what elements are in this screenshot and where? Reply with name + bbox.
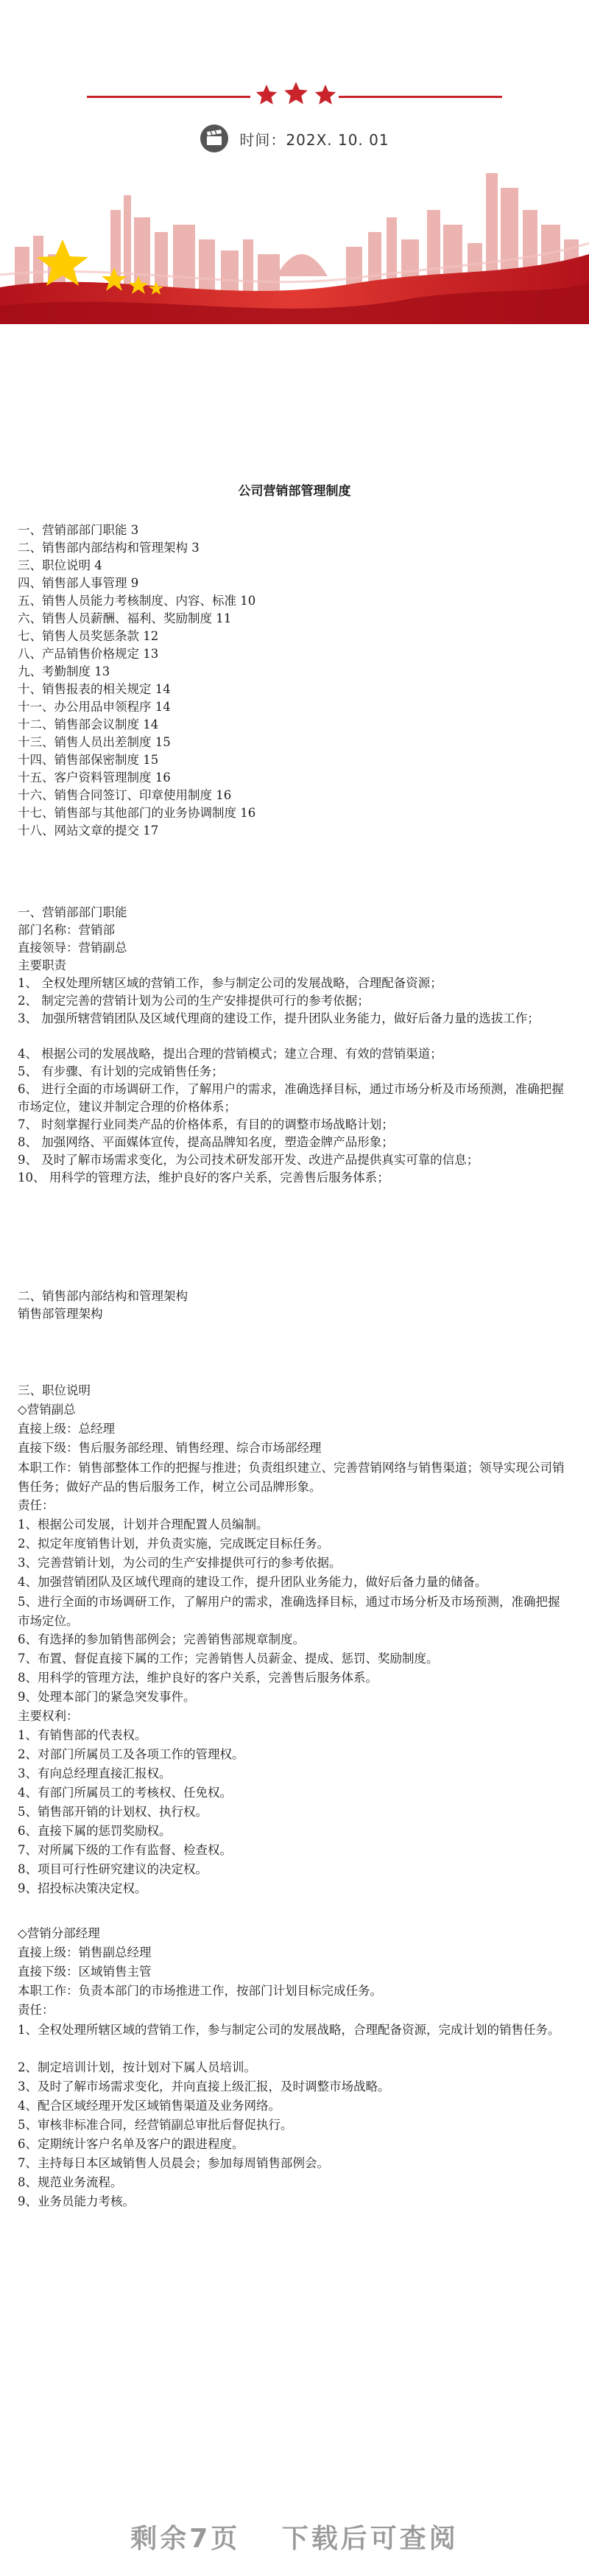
rights-item: 6、直接下属的惩罚奖励权。 bbox=[18, 1824, 172, 1838]
duty-item: 1、 全权处理所辖区域的营销工作，参与制定公司的发展战略，合理配备资源； bbox=[18, 976, 442, 990]
responsibility-item: 1、根据公司发展，计划并合理配置人员编制。 bbox=[18, 1517, 269, 1531]
dept-name: 部门名称：营销部 bbox=[18, 923, 115, 937]
responsibility-item: 3、及时了解市场需求变化，并向直接上级汇报，及时调整市场战略。 bbox=[18, 2080, 390, 2094]
rights-item: 9、招投标决策决定权。 bbox=[18, 1881, 147, 1895]
job-description: 本职工作：负责本部门的市场推进工作，按部门计划目标完成任务。 bbox=[18, 1984, 382, 1998]
duty-item: 2、 制定完善的营销计划为公司的生产安排提供可行的参考依据； bbox=[18, 994, 370, 1008]
duty-item: 10、 用科学的管理方法，维护良好的客户关系，完善售后服务体系； bbox=[18, 1171, 389, 1185]
responsibility-item: 9、业务员能力考核。 bbox=[18, 2194, 135, 2208]
section-heading: 三、职位说明 bbox=[18, 1383, 91, 1397]
date-row bbox=[0, 122, 589, 155]
responsibility-item: 5、审核非标准合同，经营销副总审批后督促执行。 bbox=[18, 2118, 293, 2132]
clapperboard-icon bbox=[200, 124, 229, 153]
responsibility-item: 8、规范业务流程。 bbox=[18, 2175, 123, 2189]
section-heading: 二、销售部内部结构和管理架构 bbox=[18, 1289, 188, 1303]
toc-item: 十五、客户资料管理制度 16 bbox=[18, 771, 171, 785]
responsibility-heading: 责任： bbox=[18, 1498, 54, 1512]
responsibility-item: 4、配合区域经理开发区域销售渠道及业务网络。 bbox=[18, 2099, 281, 2113]
toc-item: 十二、销售部会议制度 14 bbox=[18, 717, 159, 731]
toc-item: 十四、销售部保密制度 15 bbox=[18, 753, 159, 767]
duty-item: 7、 时刻掌握行业同类产品的价格体系，有目的的调整市场战略计划； bbox=[18, 1117, 394, 1131]
toc-item: 一、营销部部门职能 3 bbox=[18, 523, 139, 537]
toc-item: 九、考勤制度 13 bbox=[18, 664, 110, 678]
section-heading: 一、营销部部门职能 bbox=[18, 905, 127, 919]
rights-item: 4、有部门所属员工的考核权、任免权。 bbox=[18, 1786, 232, 1800]
star-icon bbox=[313, 83, 338, 108]
toc-item: 十、销售报表的相关规定 14 bbox=[18, 682, 171, 696]
responsibility-item: 4、加强营销团队及区域代理商的建设工作，提升团队业务能力，做好后备力量的储备。 bbox=[18, 1575, 487, 1589]
download-prompt-text[interactable] bbox=[0, 2518, 589, 2555]
star-divider bbox=[0, 83, 589, 112]
toc-item: 三、职位说明 4 bbox=[18, 558, 102, 572]
position-title: ◇营销分部经理 bbox=[18, 1926, 100, 1940]
responsibility-item: 3、完善营销计划，为公司的生产安排提供可行的参考依据。 bbox=[18, 1556, 342, 1570]
download-prompt[interactable] bbox=[0, 2496, 589, 2576]
star-icon bbox=[254, 83, 279, 108]
direct-subordinates: 直接下级：区域销售主管 bbox=[18, 1965, 152, 1979]
header bbox=[0, 0, 589, 324]
duty-item: 9、 及时了解市场需求变化，为公司技术研发部开发、改进产品提供真实可靠的信息； bbox=[18, 1153, 479, 1167]
responsibility-item: 2、拟定年度销售计划，并负责实施，完成既定目标任务。 bbox=[18, 1537, 329, 1551]
duty-item: 3、 加强所辖营销团队及区域代理商的建设工作，提升团队业务能力，做好后备力量的选拔工作； bbox=[18, 1011, 540, 1025]
toc-item: 四、销售部人事管理 9 bbox=[18, 576, 139, 590]
duty-item: 8、 加强网络、平面媒体宣传，提高品牌知名度，塑造金牌产品形象； bbox=[18, 1135, 394, 1149]
document-title: 公司营销部管理制度 bbox=[238, 484, 351, 499]
rights-item: 3、有向总经理直接汇报权。 bbox=[18, 1766, 172, 1780]
job-description: 本职工作：销售部整体工作的把握与推进；负责组织建立、完善营销网络与销售渠道；领导实现公司销售任务；做好产品的售后服务工作，树立公司品牌形象。 bbox=[18, 1461, 565, 1494]
toc-item: 十一、办公用品申领程序 14 bbox=[18, 700, 171, 714]
toc-item: 十六、销售合同签订、印章使用制度 16 bbox=[18, 788, 232, 802]
direct-superior: 直接上级：总经理 bbox=[18, 1422, 115, 1436]
toc-item: 二、销售部内部结构和管理架构 3 bbox=[18, 541, 200, 555]
rights-item: 8、项目可行性研究建议的决定权。 bbox=[18, 1862, 208, 1876]
responsibility-item: 7、主持每日本区域销售人员晨会；参加每周销售部例会。 bbox=[18, 2156, 329, 2170]
direct-subordinates: 直接下级：售后服务部经理、销售经理、综合市场部经理 bbox=[18, 1441, 322, 1455]
responsibility-heading: 责任： bbox=[18, 2003, 54, 2017]
responsibility-item: 8、用科学的管理方法，维护良好的客户关系，完善售后服务体系。 bbox=[18, 1671, 378, 1685]
responsibility-item: 2、制定培训计划，按计划对下属人员培训。 bbox=[18, 2060, 256, 2074]
responsibility-item: 6、定期统计客户名单及客户的跟进程度。 bbox=[18, 2137, 244, 2151]
toc-item: 十三、销售人员出差制度 15 bbox=[18, 735, 171, 749]
position-title: ◇营销副总 bbox=[18, 1403, 76, 1417]
divider-line-left bbox=[87, 96, 250, 98]
toc-item: 五、销售人员能力考核制度、内容、标准 10 bbox=[18, 594, 256, 608]
toc-item: 十八、网站文章的提交 17 bbox=[18, 824, 159, 838]
rights-item: 2、对部门所属员工及各项工作的管理权。 bbox=[18, 1747, 244, 1761]
responsibility-item: 6、有选择的参加销售部例会；完善销售部规章制度。 bbox=[18, 1632, 305, 1646]
responsibility-item: 1、全权处理所辖区域的营销工作，参与制定公司的发展战略，合理配备资源，完成计划的销售任务。 bbox=[18, 2023, 560, 2037]
toc-item: 十七、销售部与其他部门的业务协调制度 16 bbox=[18, 806, 256, 820]
duty-item: 4、 根据公司的发展战略，提出合理的营销模式；建立合理、有效的营销渠道； bbox=[18, 1047, 442, 1061]
rights-item: 5、销售部开销的计划权、执行权。 bbox=[18, 1805, 208, 1819]
star-icon bbox=[282, 80, 310, 108]
download-hint: 下载后可查阅 bbox=[281, 2524, 459, 2554]
rights-item: 7、对所属下级的工作有监督、检查权。 bbox=[18, 1843, 232, 1857]
duty-item: 5、 有步骤、有计划的完成销售任务； bbox=[18, 1064, 224, 1078]
responsibility-item: 5、进行全面的市场调研工作，了解用户的需求，准确选择目标，通过市场分析及市场预测，准确把握市场定位。 bbox=[18, 1595, 560, 1628]
toc-item: 六、销售人员薪酬、福利、奖励制度 11 bbox=[18, 611, 232, 625]
date-label: 时间：202X. 10. 01 bbox=[239, 130, 389, 149]
rights-item: 1、有销售部的代表权。 bbox=[18, 1728, 147, 1742]
toc-item: 八、产品销售价格规定 13 bbox=[18, 647, 159, 661]
responsibility-item: 7、布置、督促直接下属的工作；完善销售人员薪金、提成、惩罚、奖励制度。 bbox=[18, 1652, 439, 1666]
responsibility-item: 9、处理本部门的紧急突发事件。 bbox=[18, 1690, 196, 1704]
skyline-banner bbox=[0, 166, 589, 324]
remaining-pages: 剩余7页 bbox=[130, 2524, 241, 2554]
toc-item: 七、销售人员奖惩条款 12 bbox=[18, 629, 159, 643]
org-chart-caption: 销售部管理架构 bbox=[18, 1307, 103, 1321]
duty-item: 6、 进行全面的市场调研工作，了解用户的需求，准确选择目标，通过市场分析及市场预测，准确把握市场定位，建议并制定合理的价格体系； bbox=[18, 1082, 564, 1114]
divider-line-right bbox=[339, 96, 502, 98]
direct-superior: 直接上级：销售副总经理 bbox=[18, 1945, 152, 1959]
direct-leader: 直接领导：营销副总 bbox=[18, 941, 127, 955]
rights-heading: 主要权利： bbox=[18, 1709, 79, 1723]
duties-heading: 主要职责 bbox=[18, 958, 66, 972]
